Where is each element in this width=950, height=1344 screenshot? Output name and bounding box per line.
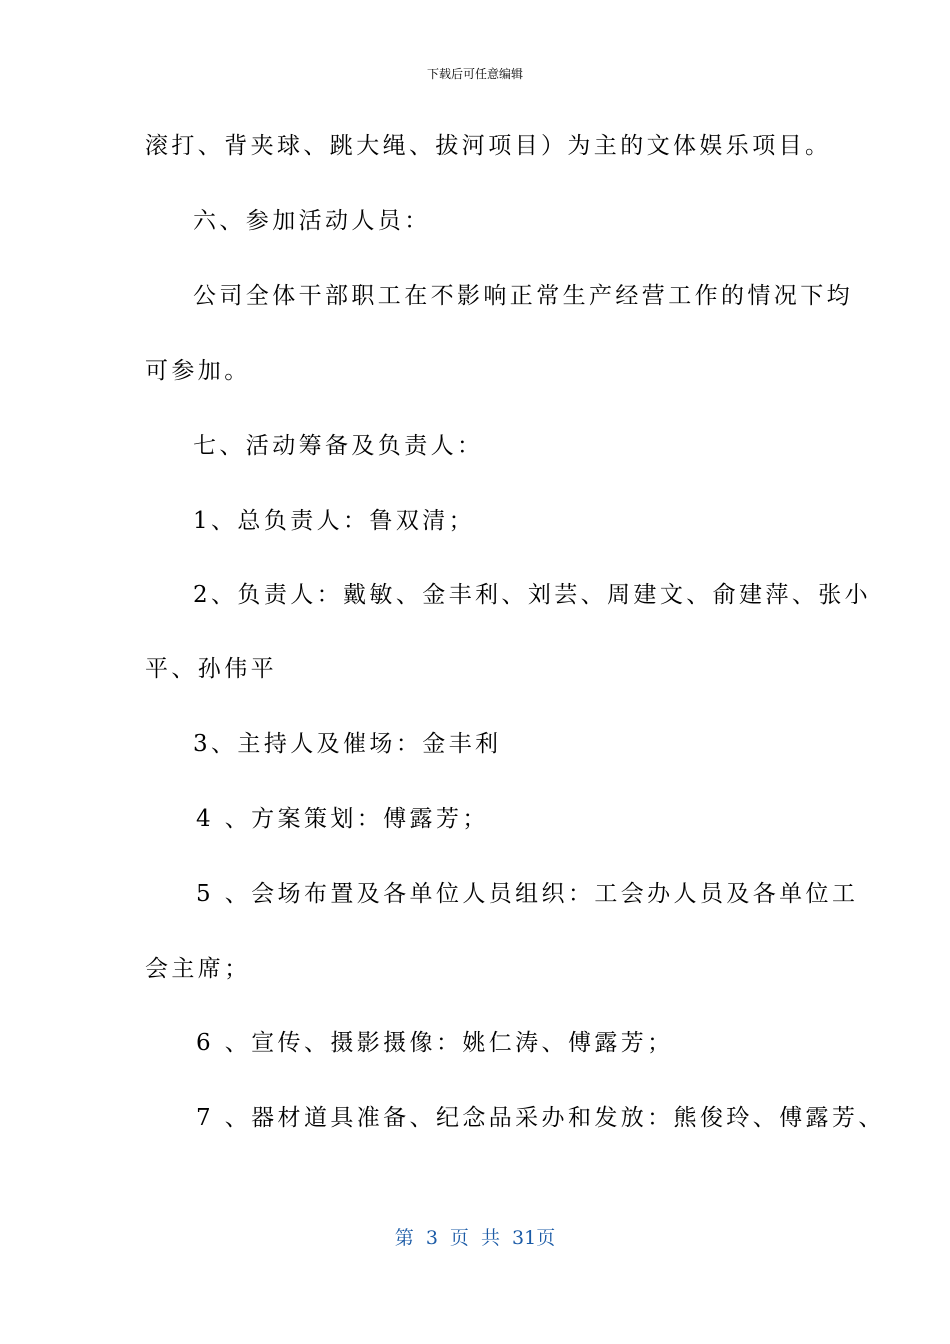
body-line-3: 公司全体干部职工在不影响正常生产经营工作的情况下均 [193,283,853,309]
body-line-6: 1、总负责人：鲁双清； [193,508,476,534]
body-line-7: 2、负责人：戴敏、金丰利、刘芸、周建文、俞建萍、张小 [193,582,872,608]
footer-middle: 页 共 [449,1227,500,1249]
body-line-13: 6 、宣传、摄影摄像：姚仁涛、傅露芳； [196,1030,674,1056]
footer-current-page: 3 [425,1227,438,1249]
body-line-10: 4 、方案策划：傅露芳； [196,806,489,832]
page-footer [0,1226,950,1250]
body-line-14: 7 、器材道具准备、纪念品采办和发放：熊俊玲、傅露芳、 [196,1105,885,1131]
body-line-11: 5 、会场布置及各单位人员组织：工会办人员及各单位工 [196,881,859,907]
footer-prefix: 第 [394,1227,414,1249]
body-line-4: 可参加。 [145,358,251,384]
footer-total-pages: 31 [512,1227,537,1249]
body-line-1: 滚打、背夹球、跳大绳、拔河项目）为主的文体娱乐项目。 [145,133,832,159]
body-line-5: 七、活动筹备及负责人： [193,433,484,459]
body-line-8: 平、孙伟平 [145,656,277,682]
body-line-2: 六、参加活动人员： [193,208,431,234]
body-line-12: 会主席； [145,956,251,982]
footer-suffix: 页 [536,1227,556,1249]
body-line-9: 3、主持人及催场：金丰利 [193,731,502,757]
page-header: 下载后可任意编辑 [426,67,523,81]
